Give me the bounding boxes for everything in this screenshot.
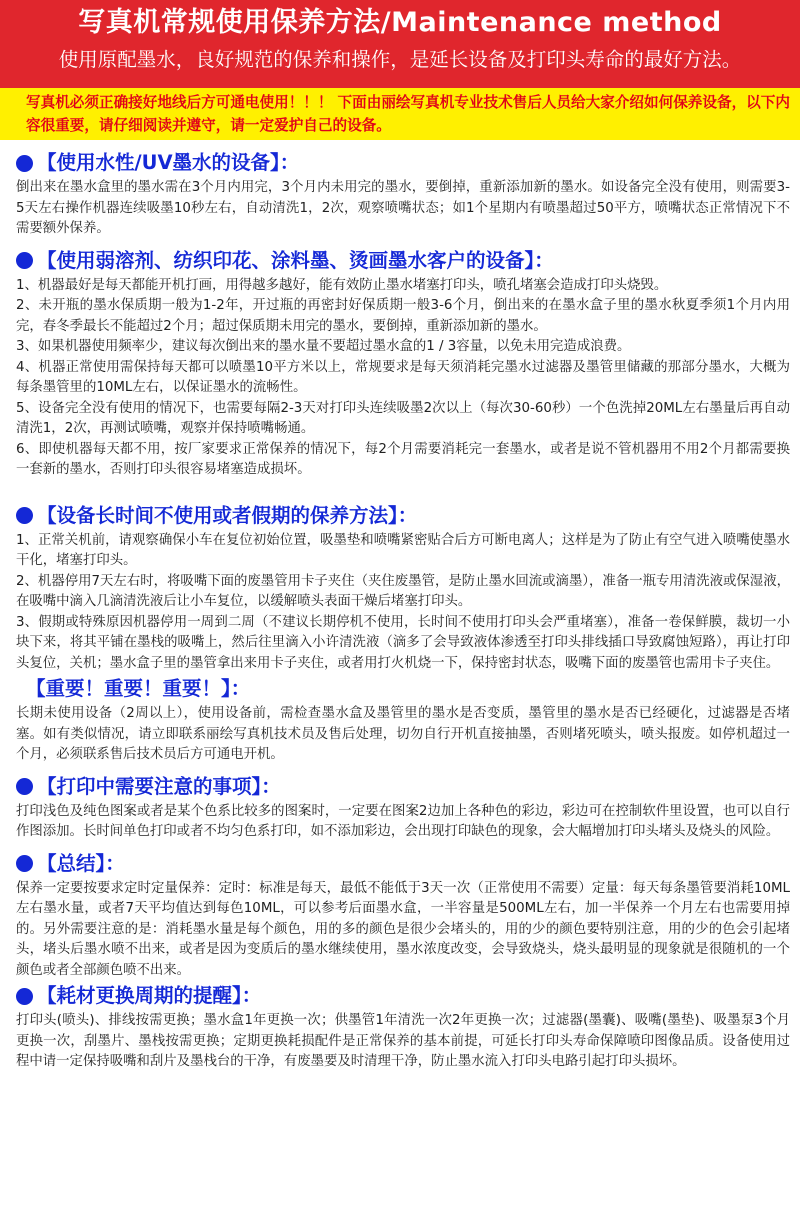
content (0, 140, 800, 1073)
bullet-dot-icon (16, 855, 33, 872)
list-item: 1、机器最好是每天都能开机打画，用得越多越好，能有效防止墨水堵塞打印头，喷孔堵塞会造成打印头烧毁。 (16, 277, 668, 293)
section-important (0, 674, 800, 766)
section-heading-text: 【使用弱溶剂、纺织印花、涂料墨、烫画墨水客户的设备】： (37, 248, 554, 272)
bullet-dot-icon (16, 252, 33, 269)
section-body (0, 1011, 800, 1073)
section-heading-text: 【重要！重要！重要！】： (26, 677, 251, 700)
section-heading-text: 【使用水性/UV墨水的设备】： (37, 151, 300, 174)
section-heading (0, 674, 800, 704)
header-banner (0, 0, 800, 88)
page-subtitle: 使用原配墨水，良好规范的保养和操作，是延长设备及打印头寿命的最好方法。 (58, 48, 742, 71)
section-heading (0, 772, 800, 802)
section-body (0, 704, 800, 766)
section-heading (0, 148, 800, 178)
list-item: 3、如果机器使用频率少，建议每次倒出来的墨水量不要超过墨水盒的1 / 3容量，以免未用完造成浪费。 (16, 339, 631, 354)
list-item: 6、即使机器每天都不用，按厂家要求正常保养的情况下，每2个月需要消耗完一套墨水，或者是说不管机器用不用2个月都需要换一套新的墨水，否则打印头很容易堵塞造成损坏。 (16, 441, 790, 477)
bullet-dot-icon (16, 778, 33, 795)
paragraph: 打印浅色及纯色图案或者是某个色系比较多的图案时，一定要在图案2边加上各种色的彩边，彩边可在控制软件里设置，也可以自行作图添加。长时间单色打印或者不均匀色系打印，如不添加彩边，会出现打印缺色的现象，会大幅增加打印头堵头及烧头的风险。 (16, 803, 790, 839)
section-heading-text: 【打印中需要注意的事项】： (37, 774, 281, 798)
paragraph: 长期未使用设备（2周以上），使用设备前，需检查墨水盒及墨管里的墨水是否变质，墨管里的墨水是否已经硬化，过滤器是否堵塞。如有类似情况，请立即联系丽绘写真机技术员及售后处理，切勿自行开机直接抽墨，否则堵死喷头，喷头报废。如停机超过一个月，必须联系售后技术员后方可通电开机。 (16, 706, 790, 762)
section-summary (0, 849, 800, 982)
warning-notice: 写真机必须正确接好地线后方可通电使用！！！ 下面由丽绘写真机专业技术售后人员给大家介绍如何保养设备，以下内容很重要，请仔细阅读并遵守，请一定爱护自己的设备。 (0, 88, 800, 140)
section-solvent-ink (0, 246, 800, 481)
paragraph: 保养一定要按要求定时定量保养：定时：标准是每天，最低不能低于3天一次（正常使用不需要）定量：每天每条墨管要消耗10ML左右墨水量，或者7天平均值达到每色10ML，可以参考后面墨水盒，一半容量是500ML左右，加一半保养一个月左右也需要用掉的。另外需要注意的是：消耗墨水量是每个颜色，用的多的颜色是很少会堵头的，用的少的颜色要特别注意，用的少的色会引起堵头，堵头后墨水喷不出来，或者是因为变质后的墨水继续使用，墨水浓度改变，会导致烧头，烧头最明显的现象就是很随机的一个颜色或者全部颜色喷不出来。 (16, 880, 790, 978)
section-heading-text: 【总结】： (37, 851, 125, 875)
section-water-uv-ink (0, 148, 800, 240)
bullet-dot-icon (16, 155, 33, 172)
list-item: 5、设备完全没有使用的情况下，也需要每隔2-3天对打印头连续吸墨2次以上（每次30-60秒）一个色洗掉20ML左右墨量后再自动清洗1，2次，再测试喷嘴，观察并保持喷嘴畅通。 (16, 400, 790, 436)
section-long-idle (0, 501, 800, 675)
section-body (0, 879, 800, 982)
page-title: 写真机常规使用保养方法/Maintenance method (78, 7, 722, 38)
section-heading (0, 849, 800, 879)
section-printing-notes (0, 772, 800, 843)
section-body (0, 531, 800, 675)
section-heading (0, 501, 800, 531)
section-body (0, 178, 800, 240)
section-heading (0, 981, 800, 1011)
list-item: 3、假期或特殊原因机器停用一周到二周（不建议长期停机不使用，长时间不使用打印头会严重堵塞），准备一卷保鲜膜，裁切一小块下来，将其平铺在墨栈的吸嘴上，然后往里滴入小许清洗液（滴多了会导致液体渗透至打印头排线插口导致腐蚀短路），再让打印头复位，关机；墨水盒子里的墨管拿出来用卡子夹住，或者用打火机烧一下，保持密封状态，吸嘴下面的废墨管也需用卡子夹住。 (16, 614, 790, 671)
section-heading (0, 246, 800, 276)
list-item: 2、机器停用7天左右时，将吸嘴下面的废墨管用卡子夹住（夹住废墨管，是防止墨水回流或滴墨），准备一瓶专用清洗液或保湿液，在吸嘴中滴入几滴清洗液后让小车复位，以缓解喷头表面干燥后堵塞打印头。 (16, 573, 790, 609)
paragraph: 打印头(喷头)、排线按需更换；墨水盒1年更换一次；供墨管1年清洗一次2年更换一次；过滤器(墨囊)、吸嘴(墨垫)、吸墨泵3个月更换一次，刮墨片、墨栈按需更换；定期更换耗损配件是正常保养的基本前提，可延长打印头寿命保障喷印图像品质。设备使用过程中请一定保持吸嘴和刮片及墨栈台的干净，有废墨要及时清理干净，防止墨水流入打印头电路引起打印头损坏。 (16, 1013, 790, 1069)
bullet-dot-icon (16, 507, 33, 524)
list-item: 1、正常关机前，请观察确保小车在复位初始位置，吸墨垫和喷嘴紧密贴合后方可断电离人；这样是为了防止有空气进入喷嘴使墨水干化，堵塞打印头。 (16, 532, 790, 568)
section-heading-text: 【设备长时间不使用或者假期的保养方法】： (37, 503, 418, 527)
paragraph: 倒出来在墨水盒里的墨水需在3个月内用完，3个月内未用完的墨水，要倒掉，重新添加新的墨水。如设备完全没有使用，则需要3-5天左右操作机器连续吸墨10秒左右，自动清洗1，2次，观察喷嘴状态；如1个星期内有喷墨超过50平方，喷嘴状态正常情况下不需要额外保养。 (16, 180, 790, 236)
section-body (0, 802, 800, 843)
bullet-dot-icon (16, 988, 33, 1005)
section-consumables (0, 981, 800, 1073)
list-item: 4、机器正常使用需保持每天都可以喷墨10平方米以上，常规要求是每天须消耗完墨水过滤器及墨管里储藏的那部分墨水，大概为每条墨管里的10ML左右，以保证墨水的流畅性。 (16, 359, 790, 395)
section-heading-text: 【耗材更换周期的提醒】： (37, 984, 262, 1007)
list-item: 2、未开瓶的墨水保质期一般为1-2年，开过瓶的再密封好保质期一般3-6个月，倒出来的在墨水盒子里的墨水秋夏季须1个月内用完，春冬季最长不能超过2个月；超过保质期未用完的墨水，要倒掉，重新添加新的墨水。 (16, 298, 790, 334)
section-body (0, 276, 800, 481)
